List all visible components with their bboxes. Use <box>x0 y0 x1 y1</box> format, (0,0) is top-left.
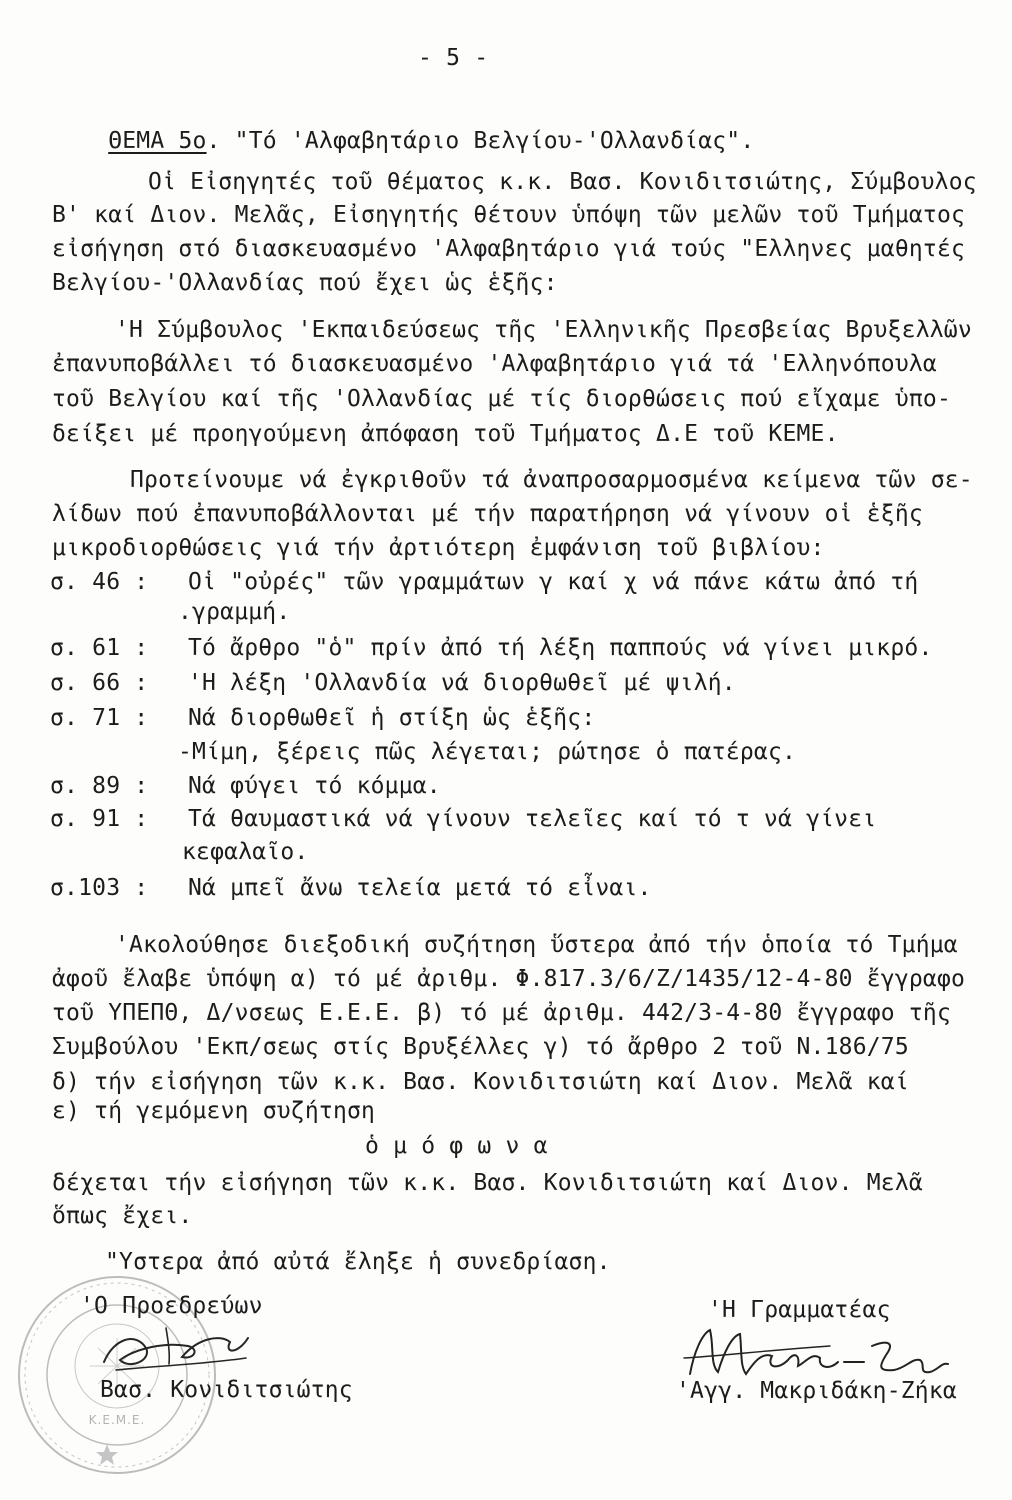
chair-signature <box>96 1318 256 1380</box>
correction-page-label: σ. 71 : <box>50 705 149 731</box>
paragraph-4-line: ἀφοῦ ἔλαβε ὑπόψη α) τό μέ ἀριθμ. Φ.817.3/6/Ζ/1435/12-4-80 ἔγγραφο <box>52 966 966 992</box>
correction-text: Νά διορθωθεῖ ἡ στίξη ὡς ἑξῆς: <box>188 705 596 731</box>
correction-text: Νά μπεῖ ἄνω τελεία μετά τό εἶναι. <box>188 875 652 901</box>
secretary-role: 'Η Γραμματέας <box>708 1297 891 1323</box>
secretary-name: 'Αγγ. Μακριδάκη-Ζήκα <box>676 1378 957 1404</box>
correction-text: Τά θαυμαστικά νά γίνουν τελεῖες καί τό τ νά γίνει <box>188 806 877 832</box>
correction-page-label: σ. 89 : <box>50 773 149 799</box>
paragraph-1-line: Βελγίου-'Ολλανδίας πού ἔχει ὡς ἑξῆς: <box>52 270 558 296</box>
chair-name: Βασ. Κονιδιτσιώτης <box>100 1377 353 1403</box>
paragraph-4-line: 'Ακολούθησε διεξοδική συζήτηση ὕστερα ἀπό τήν ὁποία τό Τμήμα <box>115 932 958 958</box>
paragraph-2-line: δείξει μέ προηγούμενη ἀπόφαση τοῦ Τμήματος Δ.Ε τοῦ ΚΕΜΕ. <box>52 421 839 447</box>
paragraph-4-line: Συμβούλου 'Εκπ/σεως στίς Βρυξέλλες γ) τό ἄρθρο 2 τοῦ Ν.186/75 <box>52 1034 909 1060</box>
correction-page-label: σ. 61 : <box>50 635 149 661</box>
correction-page-label: σ. 91 : <box>50 806 149 832</box>
stamp-star-icon <box>96 1444 118 1465</box>
paragraph-1-line: Β' καί Διον. Μελᾶς, Εἰσηγητής θέτουν ὑπόψη τῶν μελῶν τοῦ Τμήματος <box>52 202 966 228</box>
unanimous-heading: ὁ μ ό φ ω ν α <box>365 1133 548 1159</box>
paragraph-4-line: τοῦ ΥΠΕΠΘ, Δ/νσεως Ε.Ε.Ε. β) τό μέ ἀριθμ. 442/3-4-80 ἔγγραφο τῆς <box>52 1000 952 1026</box>
correction-page-label: σ. 46 : <box>50 569 149 595</box>
topic-separator: . <box>206 128 235 154</box>
page-number: - 5 - <box>418 45 489 71</box>
correction-text: Οἱ "οὐρές" τῶν γραμμάτων γ καί χ νά πάνε κάτω ἀπό τή <box>188 569 919 595</box>
paragraph-1-line: Οἱ Εἰσηγητές τοῦ θέματος κ.κ. Βασ. Κονιδιτσιώτης, Σύμβουλος <box>148 169 977 195</box>
paragraph-2-line: 'Η Σύμβουλος 'Εκπαιδεύσεως τῆς 'Ελληνικῆς Πρεσβείας Βρυξελλῶν <box>115 317 972 343</box>
paragraph-4-line: δ) τήν εἰσήγηση τῶν κ.κ. Βασ. Κονιδιτσιώτη καί Διον. Μελᾶ καί <box>52 1069 909 1095</box>
chair-role: 'Ο Προεδρεύων <box>80 1293 263 1319</box>
correction-text: 'Η λέξη 'Ολλανδία νά διορθωθεῖ μέ ψιλή. <box>188 670 736 696</box>
paragraph-3-line: μικροδιορθώσεις γιά τήν ἀρτιότερη ἐμφάνιση τοῦ βιβλίου: <box>52 535 825 561</box>
paragraph-3-line: Προτείνουμε νά ἐγκριθοῦν τά ἀναπροσαρμοσμένα κείμενα τῶν σε- <box>130 467 973 493</box>
correction-text: Τό ἄρθρο "ὁ" πρίν ἀπό τή λέξη παππούς νά γίνει μικρό. <box>188 635 933 661</box>
decision-line: δέχεται τήν εἰσήγηση τῶν κ.κ. Βασ. Κονιδιτσιώτη καί Διον. Μελᾶ <box>52 1170 923 1196</box>
correction-page-label: σ. 66 : <box>50 670 149 696</box>
topic-title: "Τό 'Αλφαβητάριο Βελγίου-'Ολλανδίας". <box>234 128 755 154</box>
stamp-text: Κ.Ε.Μ.Ε. <box>88 1413 146 1427</box>
paragraph-3-line: λίδων πού ἐπανυποβάλλονται μέ τήν παρατήρηση νά γίνουν οἱ ἑξῆς <box>52 501 923 527</box>
correction-text: Νά φύγει τό κόμμα. <box>188 773 441 799</box>
paragraph-2-line: τοῦ Βελγίου καί τῆς 'Ολλανδίας μέ τίς διορθώσεις πού εἴχαμε ὑπο- <box>52 386 952 412</box>
correction-text: -Μίμη, ξέρεις πῶς λέγεται; ρώτησε ὁ πατέρας. <box>178 739 797 765</box>
correction-text: .γραμμή. <box>178 599 291 625</box>
topic-label: ΘΕΜΑ 5ο <box>108 128 207 154</box>
correction-text: κεφαλαῖο. <box>182 839 309 865</box>
correction-page-label: σ.103 : <box>50 875 149 901</box>
paragraph-1-line: εἰσήγηση στό διασκευασμένο 'Αλφαβητάριο γιά τούς "Ελληνες μαθητές <box>52 236 966 262</box>
decision-line: ὅπως ἔχει. <box>52 1203 193 1229</box>
paragraph-4-line: ε) τή γεμόμενη συζήτηση <box>52 1098 376 1124</box>
closing-line: "Υστερα ἀπό αὐτά ἔληξε ἡ συνεδρίαση. <box>105 1249 611 1275</box>
paragraph-2-line: ἐπανυποβάλλει τό διασκευασμένο 'Αλφαβητάριο γιά τά 'Ελληνόπουλα <box>52 351 937 377</box>
